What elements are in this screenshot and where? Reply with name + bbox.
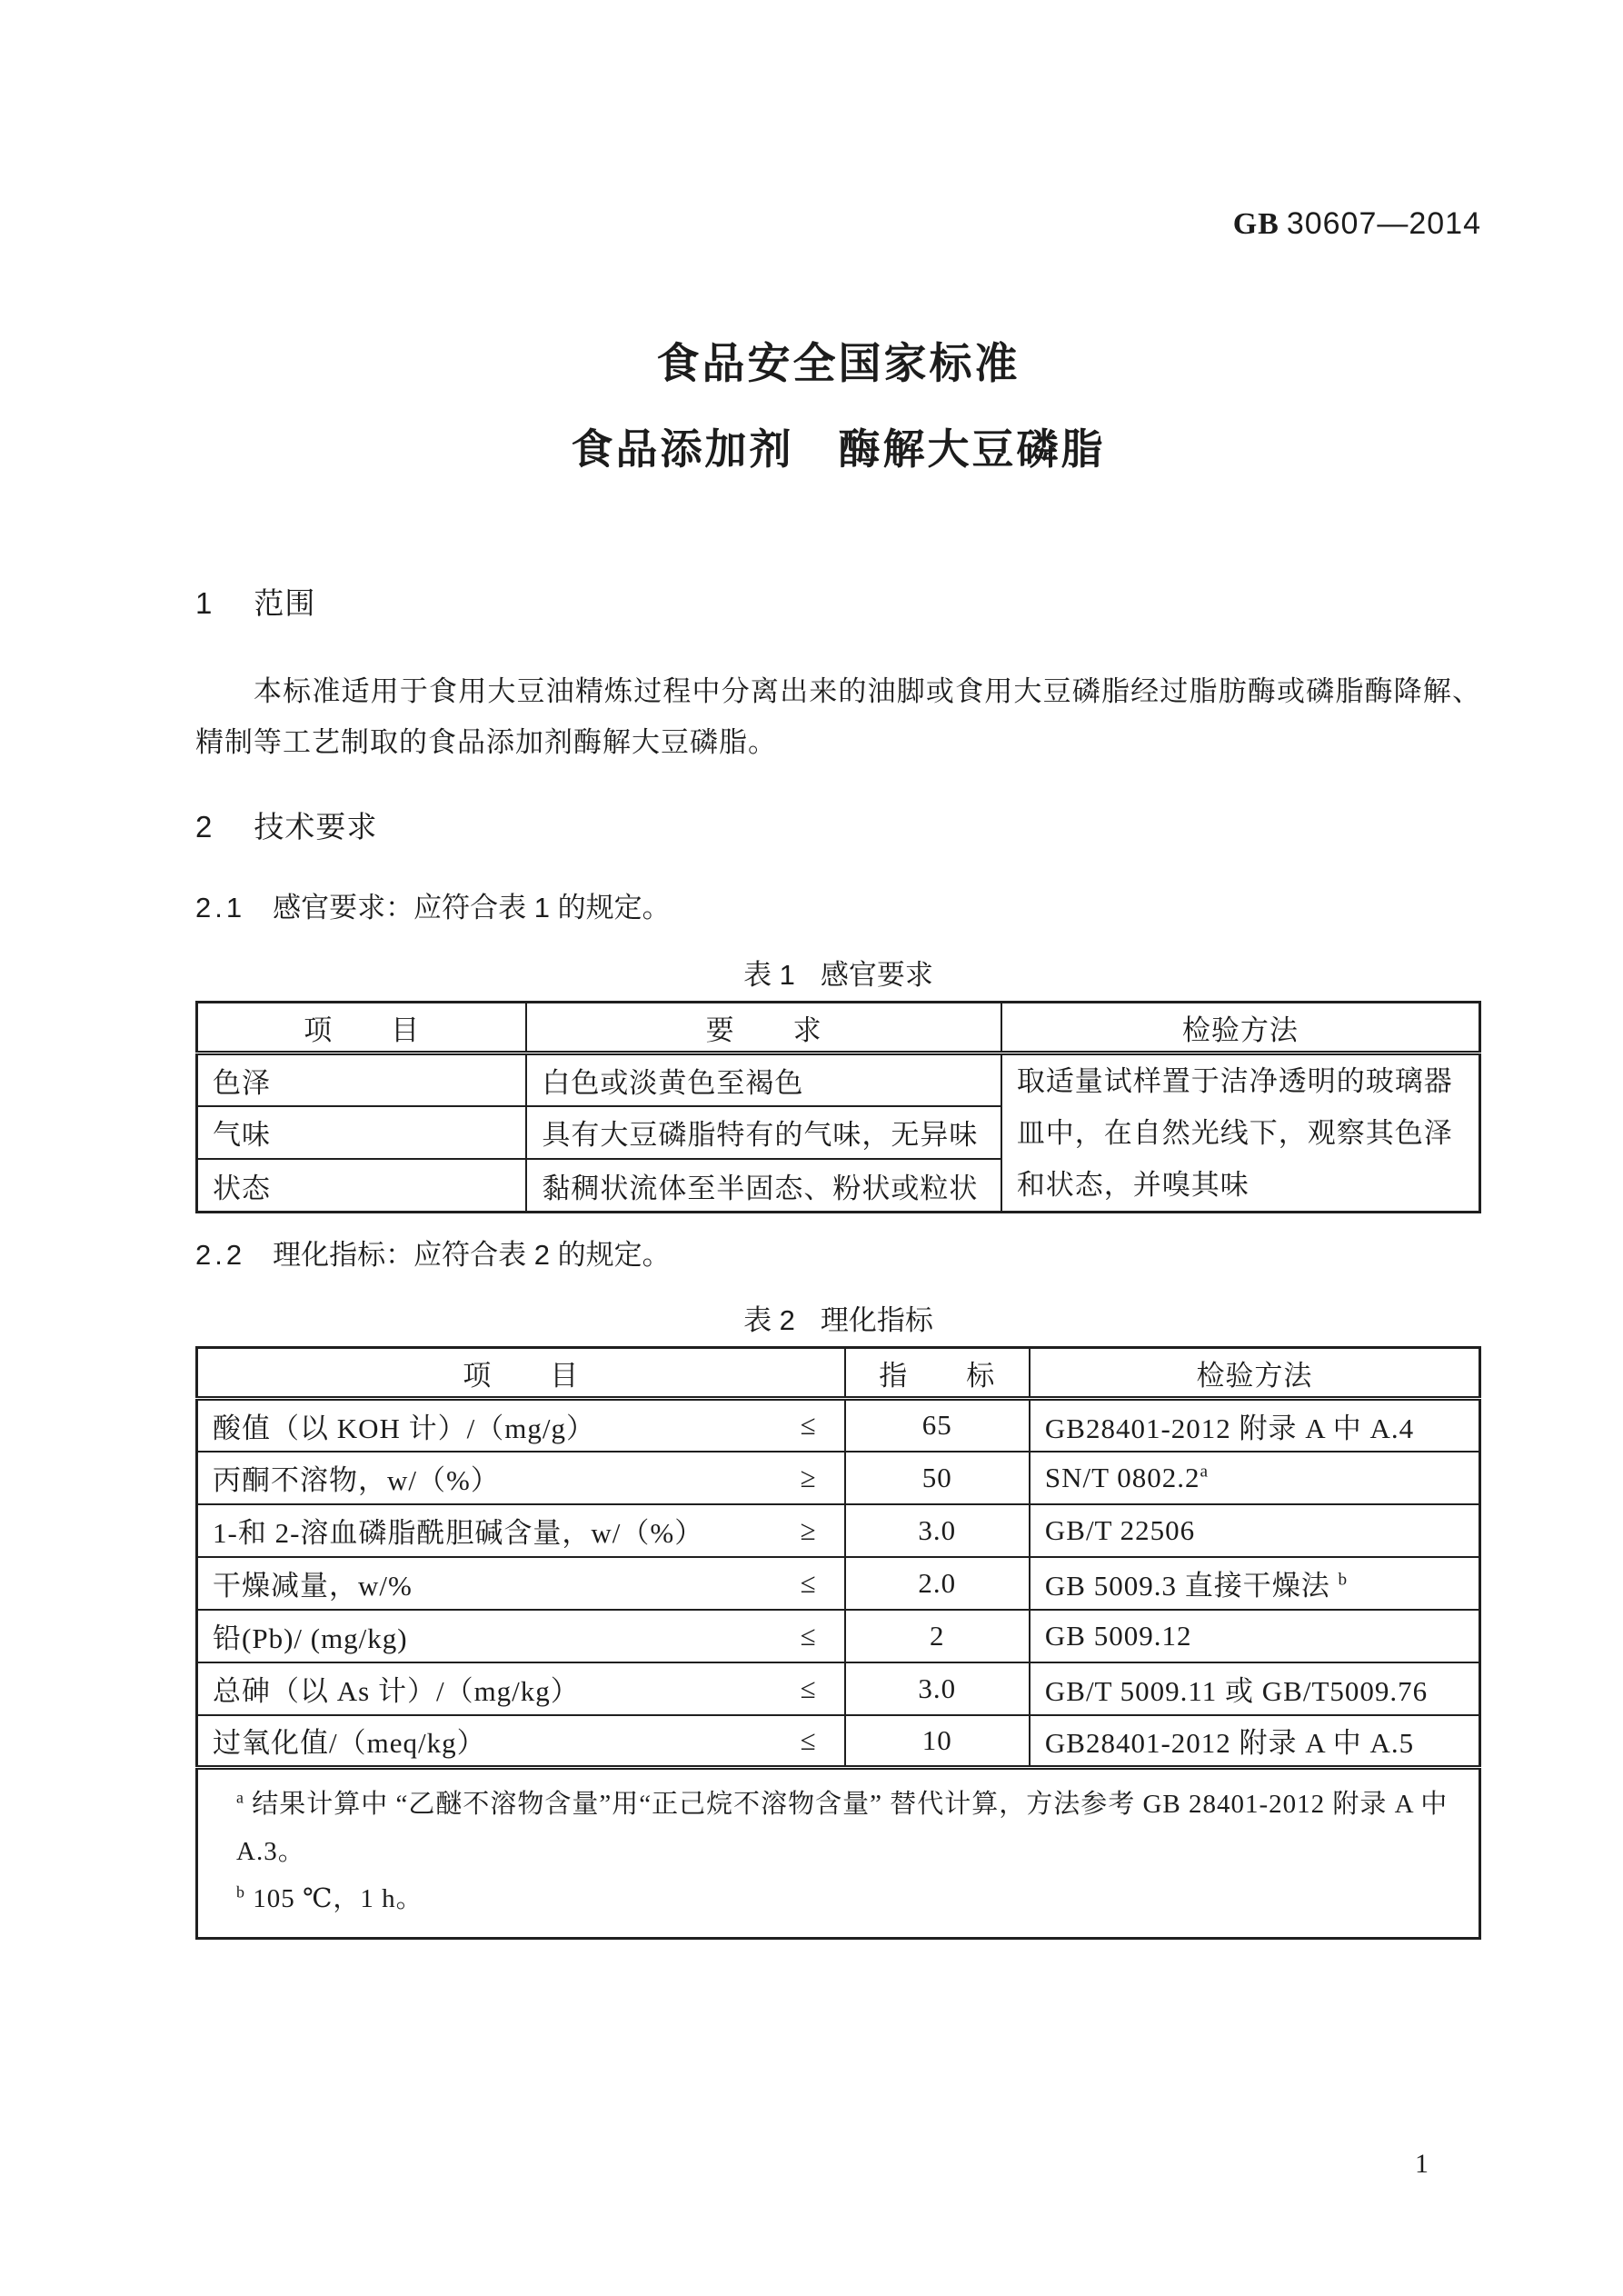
- table-2-header-method: 检验方法: [1030, 1348, 1480, 1399]
- method-cell: [1030, 1662, 1480, 1715]
- section-2-title: 技术要求: [254, 810, 378, 844]
- footnote-b-marker: b: [236, 1882, 245, 1902]
- item-cell: [197, 1557, 845, 1610]
- relation-symbol: ≤: [800, 1566, 817, 1599]
- document-title-line2: 食品添加剂 酶解大豆磷脂: [571, 425, 1106, 473]
- table-1-caption-label: 表 1: [743, 959, 795, 991]
- item-cell: 气味: [197, 1106, 527, 1159]
- clause-2-1-text: 感官要求：应符合表 1 的规定。: [273, 892, 671, 923]
- method-text: SN/T 0802.2: [1044, 1461, 1200, 1493]
- method-cell: [1030, 1452, 1480, 1504]
- section-2-number: 2: [195, 810, 216, 844]
- scope-paragraph: 本标准适用于食用大豆油精炼过程中分离出来的油脚或食用大豆磷脂经过脂肪酶或磷脂酶降解、精制等工艺制取的食品添加剂酶解大豆磷脂。: [195, 675, 1481, 758]
- clause-2-2-text: 理化指标：应符合表 2 的规定。: [273, 1239, 671, 1271]
- section-1-title: 范围: [254, 586, 316, 620]
- clause-2-1: [195, 888, 1481, 928]
- method-cell: [1030, 1715, 1480, 1768]
- relation-symbol: ≤: [800, 1409, 817, 1442]
- method-cell: [1030, 1557, 1480, 1610]
- table-1-header-requirement: 要 求: [526, 1003, 1001, 1053]
- method-text: GB28401-2012 附录 A 中 A.5: [1044, 1727, 1415, 1760]
- index-value-cell: 3.0: [845, 1504, 1030, 1557]
- item-cell: [197, 1452, 845, 1504]
- method-text: GB/T 5009.11 或 GB/T5009.76: [1044, 1675, 1429, 1707]
- requirement-cell: 白色或淡黄色至褐色: [526, 1053, 1001, 1106]
- relation-symbol: ≤: [800, 1723, 817, 1756]
- item-label: 酸值（以 KOH 计）/（mg/g）: [213, 1412, 595, 1444]
- table-row: [197, 1053, 1480, 1106]
- item-label: 总砷（以 As 计）/（mg/kg）: [213, 1675, 580, 1707]
- relation-symbol: ≥: [800, 1461, 817, 1493]
- requirement-cell: 黏稠状流体至半固态、粉状或粒状: [526, 1159, 1001, 1212]
- item-label: 过氧化值/（meq/kg）: [213, 1727, 486, 1760]
- method-text: GB 5009.3 直接干燥法: [1044, 1570, 1339, 1602]
- table-row: [197, 1662, 1480, 1715]
- method-merged-cell: 取适量试样置于洁净透明的玻璃器皿中，在自然光线下，观察其色泽和状态，并嗅其味: [1001, 1053, 1480, 1213]
- footnote-a-marker: a: [236, 1788, 244, 1807]
- footnote-cell: [197, 1768, 1480, 1939]
- item-cell: [197, 1399, 845, 1452]
- table-2-header-index: 指 标: [845, 1348, 1030, 1399]
- index-value-cell: 2.0: [845, 1557, 1030, 1610]
- method-cell: [1030, 1610, 1480, 1662]
- method-footnote-ref: b: [1338, 1570, 1349, 1590]
- method-cell: [1030, 1504, 1480, 1557]
- table-2-caption: [195, 1301, 1481, 1341]
- method-text: GB28401-2012 附录 A 中 A.4: [1044, 1412, 1415, 1444]
- table-row: [197, 1610, 1480, 1662]
- footnote-a: [236, 1781, 1460, 1875]
- standard-code-prefix: GB: [1232, 207, 1279, 241]
- table-1-header-method: 检验方法: [1001, 1003, 1480, 1053]
- table-row: [197, 1715, 1480, 1768]
- page-number: 1: [1415, 2149, 1429, 2179]
- index-value-cell: 65: [845, 1399, 1030, 1452]
- requirement-cell: 具有大豆磷脂特有的气味，无异味: [526, 1106, 1001, 1159]
- item-label: 1-和 2-溶血磷脂酰胆碱含量，w/（%）: [213, 1517, 704, 1549]
- relation-symbol: ≤: [800, 1672, 817, 1704]
- relation-symbol: ≥: [800, 1513, 817, 1546]
- item-cell: 状态: [197, 1159, 527, 1212]
- table-row: [197, 1399, 1480, 1452]
- table-footnote-row: [197, 1768, 1480, 1939]
- table-1-caption-title: 感官要求: [820, 959, 933, 991]
- section-2-heading: [195, 806, 1481, 848]
- standard-code: [195, 0, 1481, 243]
- item-cell: [197, 1504, 845, 1557]
- table-2-header-row: [197, 1348, 1480, 1399]
- standard-code-number: 30607—2014: [1286, 206, 1481, 241]
- item-label: 干燥减量，w/%: [213, 1570, 413, 1602]
- table-row: [197, 1557, 1480, 1610]
- index-value-cell: 2: [845, 1610, 1030, 1662]
- document-title-line1: 食品安全国家标准: [656, 339, 1021, 387]
- table-row: [197, 1452, 1480, 1504]
- table-1-header-row: [197, 1003, 1480, 1053]
- method-footnote-ref: a: [1200, 1462, 1210, 1482]
- item-cell: [197, 1715, 845, 1768]
- table-1-header-item: 项 目: [197, 1003, 527, 1053]
- relation-symbol: ≤: [800, 1619, 817, 1652]
- page-content: [195, 0, 1481, 1940]
- table-1-caption: [195, 955, 1481, 995]
- section-1-heading: [195, 583, 1481, 624]
- item-cell: 色泽: [197, 1053, 527, 1106]
- table-2-header-item: 项 目: [197, 1348, 845, 1399]
- footnote-b: [236, 1875, 1460, 1922]
- method-text: GB/T 22506: [1044, 1513, 1196, 1546]
- footnote-b-text: 105 ℃，1 h。: [253, 1884, 423, 1913]
- clause-2-1-number: 2.1: [195, 892, 246, 923]
- method-text: GB 5009.12: [1044, 1619, 1192, 1652]
- footnote-a-text: 结果计算中 “乙醚不溶物含量”用“正己烷不溶物含量” 替代计算，方法参考 GB 28401-2012 附录 A 中 A.3。: [236, 1790, 1449, 1866]
- index-value-cell: 3.0: [845, 1662, 1030, 1715]
- table-2-caption-label: 表 2: [743, 1304, 795, 1336]
- item-label: 丙酮不溶物，w/（%）: [213, 1464, 500, 1496]
- item-label: 铅(Pb)/ (mg/kg): [213, 1622, 408, 1654]
- index-value-cell: 50: [845, 1452, 1030, 1504]
- table-1-sensory-requirements: [195, 1001, 1481, 1213]
- method-cell: [1030, 1399, 1480, 1452]
- clause-2-2: [195, 1235, 1481, 1275]
- item-cell: [197, 1610, 845, 1662]
- table-row: [197, 1504, 1480, 1557]
- item-cell: [197, 1662, 845, 1715]
- index-value-cell: 10: [845, 1715, 1030, 1768]
- table-2-physicochemical-indexes: [195, 1346, 1481, 1940]
- clause-2-2-number: 2.2: [195, 1239, 246, 1271]
- table-2-caption-title: 理化指标: [820, 1304, 933, 1336]
- section-1-number: 1: [195, 586, 216, 620]
